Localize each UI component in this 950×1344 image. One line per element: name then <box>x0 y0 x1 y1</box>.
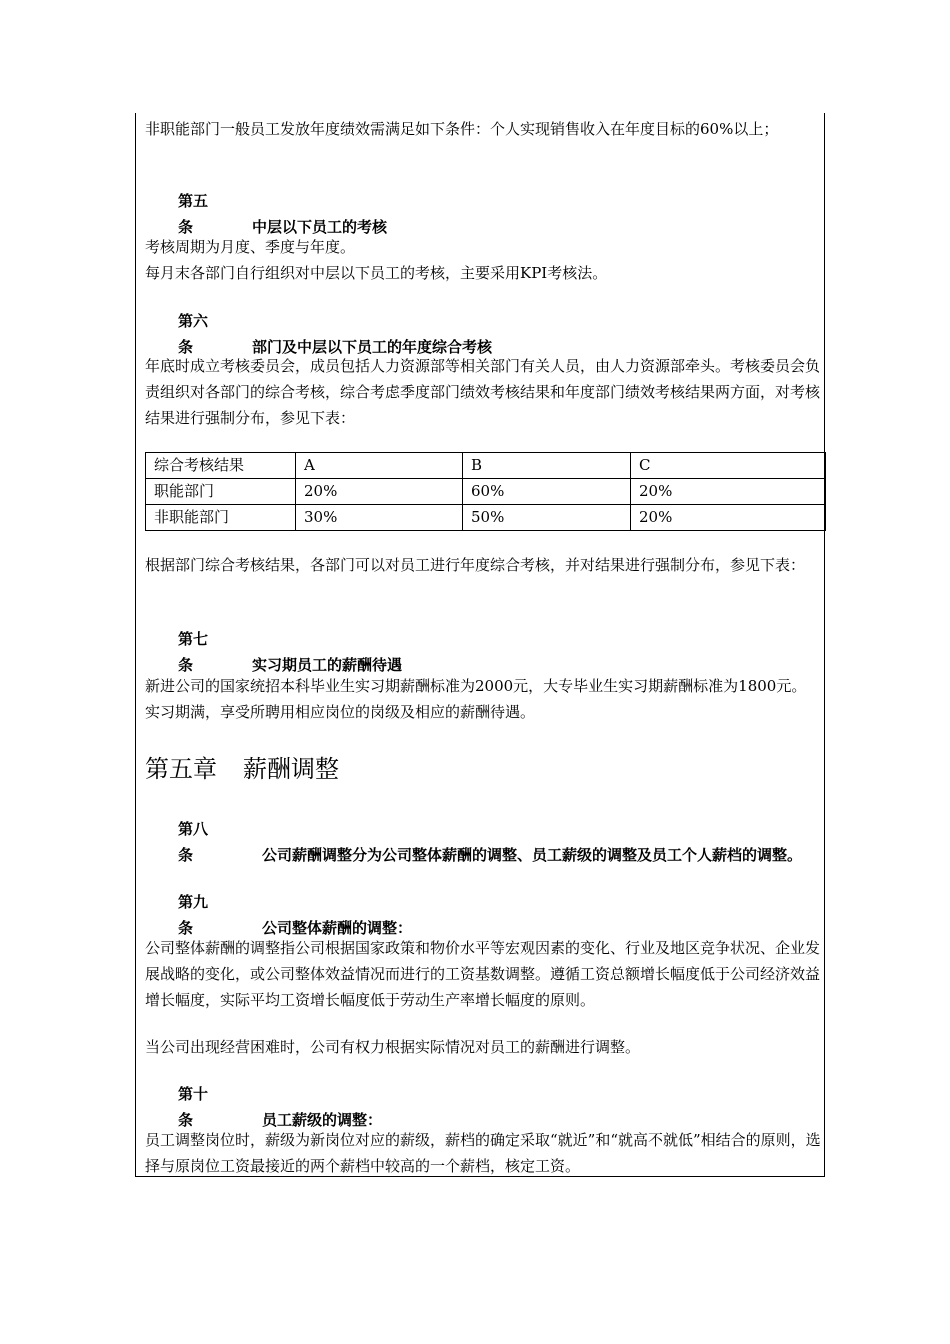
table-header-cell: B <box>463 453 631 479</box>
article-number: 第五条 <box>178 192 209 236</box>
table-cell: 50% <box>463 505 631 531</box>
table-header-cell: 综合考核结果 <box>146 453 296 479</box>
paragraph-employee-distribution: 根据部门综合考核结果，各部门可以对员工进行年度综合考核，并对结果进行强制分布，参见下表： <box>145 556 806 574</box>
table-cell: 职能部门 <box>146 479 296 505</box>
article-title: 中层以下员工的考核 <box>252 218 388 236</box>
table-header-cell: A <box>296 453 463 479</box>
table-row <box>146 479 826 505</box>
article-title: 员工薪级的调整： <box>262 1111 383 1129</box>
chapter-number: 第五章 <box>145 755 217 783</box>
article-8-heading <box>145 816 821 868</box>
table-header-row <box>146 453 826 479</box>
article-10-heading <box>145 1081 821 1133</box>
table-cell: 20% <box>631 479 826 505</box>
paragraph-kpi: 每月末各部门自行组织对中层以下员工的考核，主要采用KPI考核法。 <box>145 264 608 282</box>
paragraph-intern-pay: 新进公司的国家统招本科毕业生实习期薪酬标准为2000元，大专毕业生实习期薪酬标准为1800元。实习期满，享受所聘用相应岗位的岗级及相应的薪酬待遇。 <box>145 677 807 721</box>
paragraph-cycle: 考核周期为月度、季度与年度。 <box>145 238 356 256</box>
paragraph-non-functional-condition: 非职能部门一般员工发放年度绩效需满足如下条件：个人实现销售收入在年度目标的60%以上； <box>145 120 779 138</box>
article-7-heading <box>145 626 821 678</box>
paragraph-difficulty: 当公司出现经营困难时，公司有权力根据实际情况对员工的薪酬进行调整。 <box>145 1038 641 1056</box>
table-row <box>146 505 826 531</box>
chapter-5-heading <box>145 752 821 786</box>
distribution-table <box>145 452 826 531</box>
table-header-cell: C <box>631 453 826 479</box>
paragraph-grade-adjustment: 员工调整岗位时，薪级为新岗位对应的薪级，薪档的确定采取“就近”和“就高不就低”相结合的原则，选择与原岗位工资最接近的两个薪档中较高的一个薪档，核定工资。 <box>145 1131 821 1175</box>
table-cell: 20% <box>296 479 463 505</box>
article-number: 第十条 <box>178 1085 209 1129</box>
paragraph-overall-adjustment: 公司整体薪酬的调整指公司根据国家政策和物价水平等宏观因素的变化、行业及地区竞争状况、企业发展战略的变化，或公司整体效益情况而进行的工资基数调整。遵循工资总额增长幅度低于公司经济效益增长幅度，实际平均工资增长幅度低于劳动生产率增长幅度的原则。 <box>145 939 821 1009</box>
article-title: 公司整体薪酬的调整： <box>262 919 413 937</box>
paragraph-committee: 年底时成立考核委员会，成员包括人力资源部等相关部门有关人员，由人力资源部牵头。考核委员会负责组织对各部门的综合考核，综合考虑季度部门绩效考核结果和年度部门绩效考核结果两方面，对考核结果进行强制分布，参见下表： <box>145 357 821 427</box>
table-cell: 60% <box>463 479 631 505</box>
article-9-heading <box>145 889 821 941</box>
article-number: 第八条 <box>178 820 209 864</box>
article-5-heading <box>145 188 821 240</box>
article-title: 实习期员工的薪酬待遇 <box>252 656 403 674</box>
article-title: 公司薪酬调整分为公司整体薪酬的调整、员工薪级的调整及员工个人薪档的调整。 <box>262 846 803 864</box>
table-cell: 20% <box>631 505 826 531</box>
chapter-title: 薪酬调整 <box>243 755 339 783</box>
article-number: 第七条 <box>178 630 209 674</box>
table-cell: 非职能部门 <box>146 505 296 531</box>
article-number: 第六条 <box>178 312 209 356</box>
article-number: 第九条 <box>178 893 209 937</box>
article-title: 部门及中层以下员工的年度综合考核 <box>252 338 493 356</box>
table-cell: 30% <box>296 505 463 531</box>
